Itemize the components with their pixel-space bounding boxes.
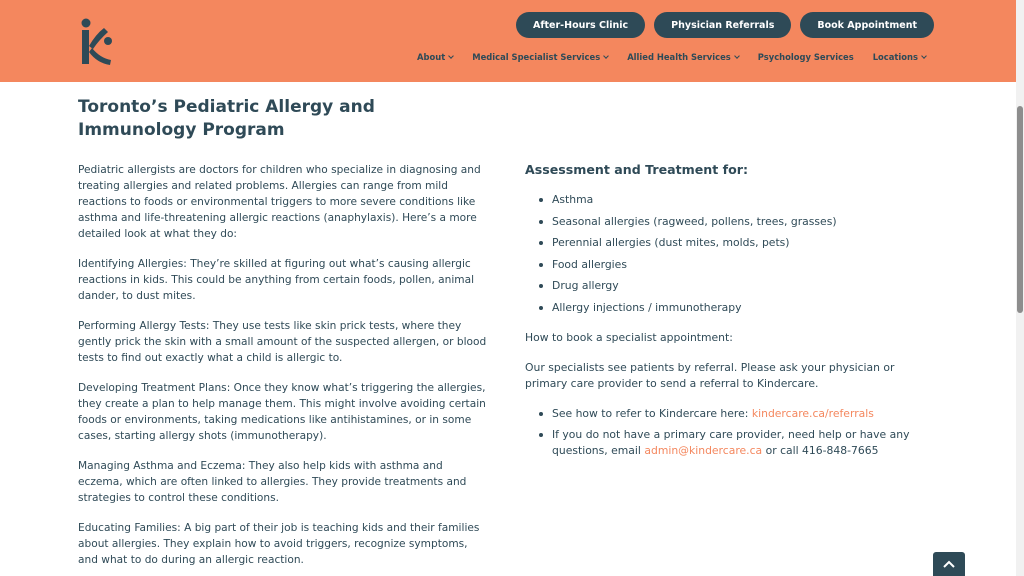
kindercare-logo[interactable]: [78, 16, 116, 66]
chevron-down-icon: [734, 53, 740, 59]
nav-locations-label: Locations: [872, 52, 918, 62]
referral-paragraph: Our specialists see patients by referral. Please ask your physician or primary care provider to send a referral to Kindercare.: [525, 360, 895, 390]
chevron-down-icon: [603, 53, 609, 59]
nav-medical-specialist-services-label: Medical Specialist Services: [472, 52, 601, 62]
chevron-down-icon: [448, 53, 454, 59]
assessment-sidebar: [525, 160, 925, 465]
how-to-book-heading: How to book a specialist appointment:: [525, 330, 733, 344]
no-provider-text: If you do not have a primary care provider, need help or have any questions, email: [552, 428, 910, 457]
main-nav: [417, 52, 926, 62]
book-appointment-button[interactable]: Book Appointment: [800, 12, 934, 38]
list-item: Drug allergy: [539, 278, 925, 294]
email-link[interactable]: admin@kindercare.ca: [644, 444, 763, 457]
top-buttons: [516, 12, 934, 38]
physician-referrals-button[interactable]: Physician Referrals: [654, 12, 791, 38]
assessment-heading: Assessment and Treatment for:: [525, 162, 749, 177]
nav-about-label: About: [417, 52, 446, 62]
after-hours-clinic-button[interactable]: After-Hours Clinic: [516, 12, 645, 38]
nav-psychology-services[interactable]: [758, 52, 854, 62]
refer-prefix-text: See how to refer to Kindercare here:: [552, 406, 752, 420]
list-item: [539, 406, 925, 422]
list-item: Seasonal allergies (ragweed, pollens, trees, grasses): [539, 214, 925, 230]
referrals-link[interactable]: kindercare.ca/referrals: [751, 406, 874, 420]
site-header: [0, 0, 1016, 82]
chevron-up-icon: [943, 560, 955, 568]
nav-medical-specialist-services[interactable]: [472, 52, 608, 62]
list-item: Asthma: [539, 192, 925, 208]
list-item: Allergy injections / immunotherapy: [539, 300, 925, 316]
list-item: [539, 427, 925, 459]
nav-allied-health-services-label: Allied Health Services: [627, 52, 731, 62]
scrollbar[interactable]: [1016, 0, 1024, 576]
asthma-eczema-paragraph: Managing Asthma and Eczema: They also help kids with asthma and eczema, which are often linked to allergies. They provide treatments and strategies to control these conditions.: [78, 460, 467, 504]
assessment-list: [539, 192, 925, 316]
treatment-plans-paragraph: Developing Treatment Plans: Once they know what’s triggering the allergies, they create a plan to help manage them. This might involve avoiding certain foods or environments, taking medications like antihistamines, or in some cases, starting allergy shots (immunotherapy).: [78, 382, 486, 442]
referral-list: [539, 406, 925, 460]
scrollbar-thumb[interactable]: [1017, 106, 1023, 313]
page-title: Toronto’s Pediatric Allergy and Immunology Program: [78, 97, 375, 140]
call-text: or call 416-848-7665: [762, 444, 879, 457]
educating-families-paragraph: Educating Families: A big part of their job is teaching kids and their families about allergies. They explain how to avoid triggers, recognize symptoms, and what to do during an allergic reaction.: [78, 522, 480, 566]
intro-paragraph: Pediatric allergists are doctors for children who specialize in diagnosing and treating allergies and related problems. Allergies can range from mild reactions to foods or environmental triggers to more severe conditions like asthma and life-threatening allergic reactions (anaphylaxis). Here’s a more detailed look at what they do:: [78, 164, 481, 240]
nav-allied-health-services[interactable]: [627, 52, 739, 62]
nav-locations[interactable]: [873, 52, 926, 62]
list-item: Perennial allergies (dust mites, molds, pets): [539, 235, 925, 251]
main-content: [78, 96, 498, 576]
nav-psychology-services-label: Psychology Services: [757, 52, 854, 62]
list-item: Food allergies: [539, 257, 925, 273]
identifying-allergies-paragraph: Identifying Allergies: They’re skilled at figuring out what’s causing allergic reactions in kids. This could be anything from certain foods, pollen, animal dander, to dust mites.: [78, 258, 475, 302]
back-to-top-button[interactable]: [933, 552, 965, 576]
nav-about[interactable]: [417, 52, 453, 62]
chevron-down-icon: [921, 53, 927, 59]
performing-tests-paragraph: Performing Allergy Tests: They use tests like skin prick tests, where they gently prick the skin with a small amount of the suspected allergen, or blood tests to find out exactly what a child is allergic to.: [78, 320, 487, 364]
